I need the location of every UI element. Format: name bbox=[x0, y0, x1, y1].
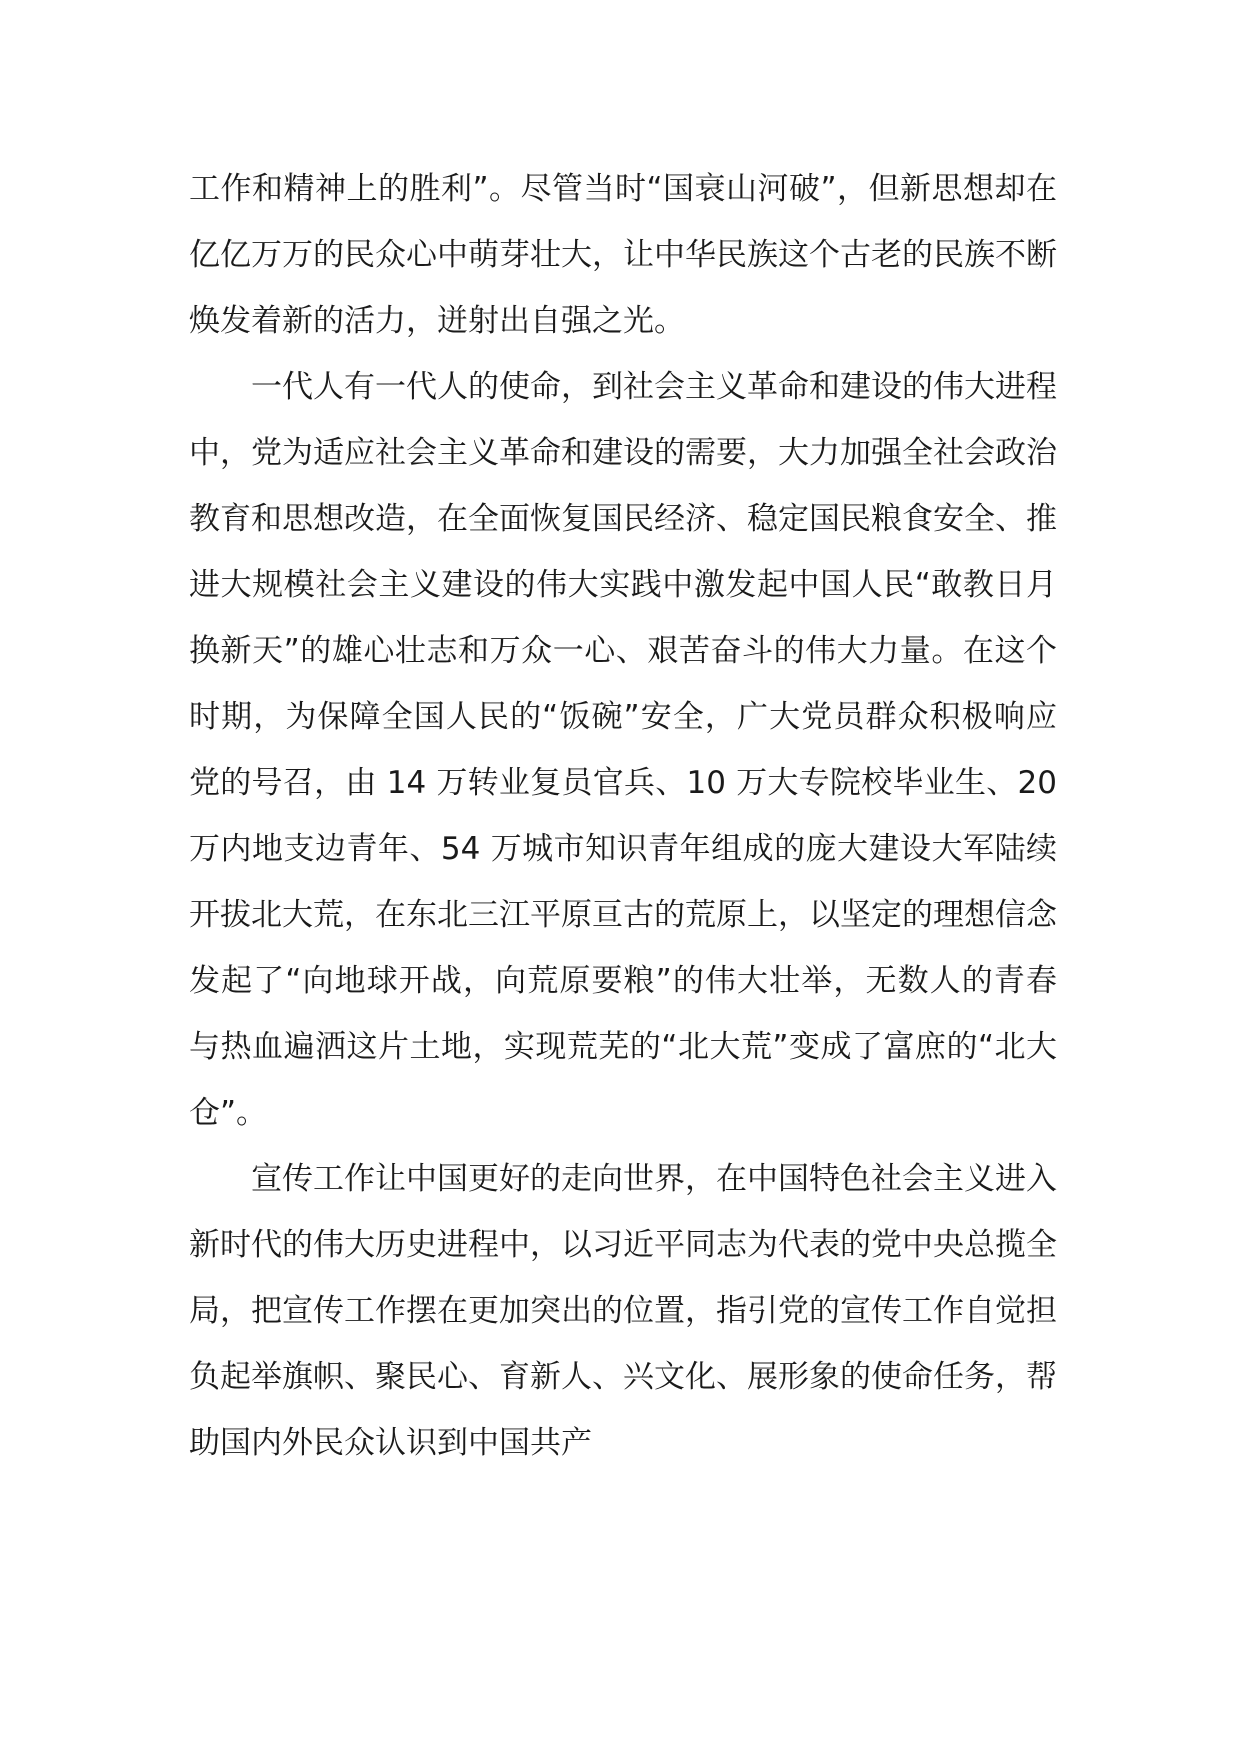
document-body bbox=[189, 156, 1057, 1476]
paragraph-continuation: 工作和精神上的胜利”。尽管当时“国衰山河破”，但新思想却在亿亿万万的民众心中萌芽壮大，让中华民族这个古老的民族不断焕发着新的活力，迸射出自强之光。 bbox=[189, 171, 1057, 339]
paragraph-socialist-construction: 一代人有一代人的使命，到社会主义革命和建设的伟大进程中，党为适应社会主义革命和建设的需要，大力加强全社会政治教育和思想改造，在全面恢复国民经济、稳定国民粮食安全、推进大规模社会主义建设的伟大实践中激发起中国人民“敢教日月换新天”的雄心壮志和万众一心、艰苦奋斗的伟大力量。在这个时期，为保障全国人民的“饭碗”安全，广大党员群众积极响应党的号召，由 14 万转业复员官兵、10 万大专院校毕业生、20 万内地支边青年、54 万城市知识青年组成的庞大建设大军陆续开拔北大荒，在东北三江平原亘古的荒原上，以坚定的理想信念发起了“向地球开战，向荒原要粮”的伟大壮举，无数人的青春与热血遍洒这片土地，实现荒芜的“北大荒”变成了富庶的“北大仓”。 bbox=[189, 369, 1057, 1131]
paragraph-new-era-propaganda: 宣传工作让中国更好的走向世界，在中国特色社会主义进入新时代的伟大历史进程中，以习近平同志为代表的党中央总揽全局，把宣传工作摆在更加突出的位置，指引党的宣传工作自觉担负起举旗帜、聚民心、育新人、兴文化、展形象的使命任务，帮助国内外民众认识到中国共产 bbox=[189, 1161, 1057, 1461]
